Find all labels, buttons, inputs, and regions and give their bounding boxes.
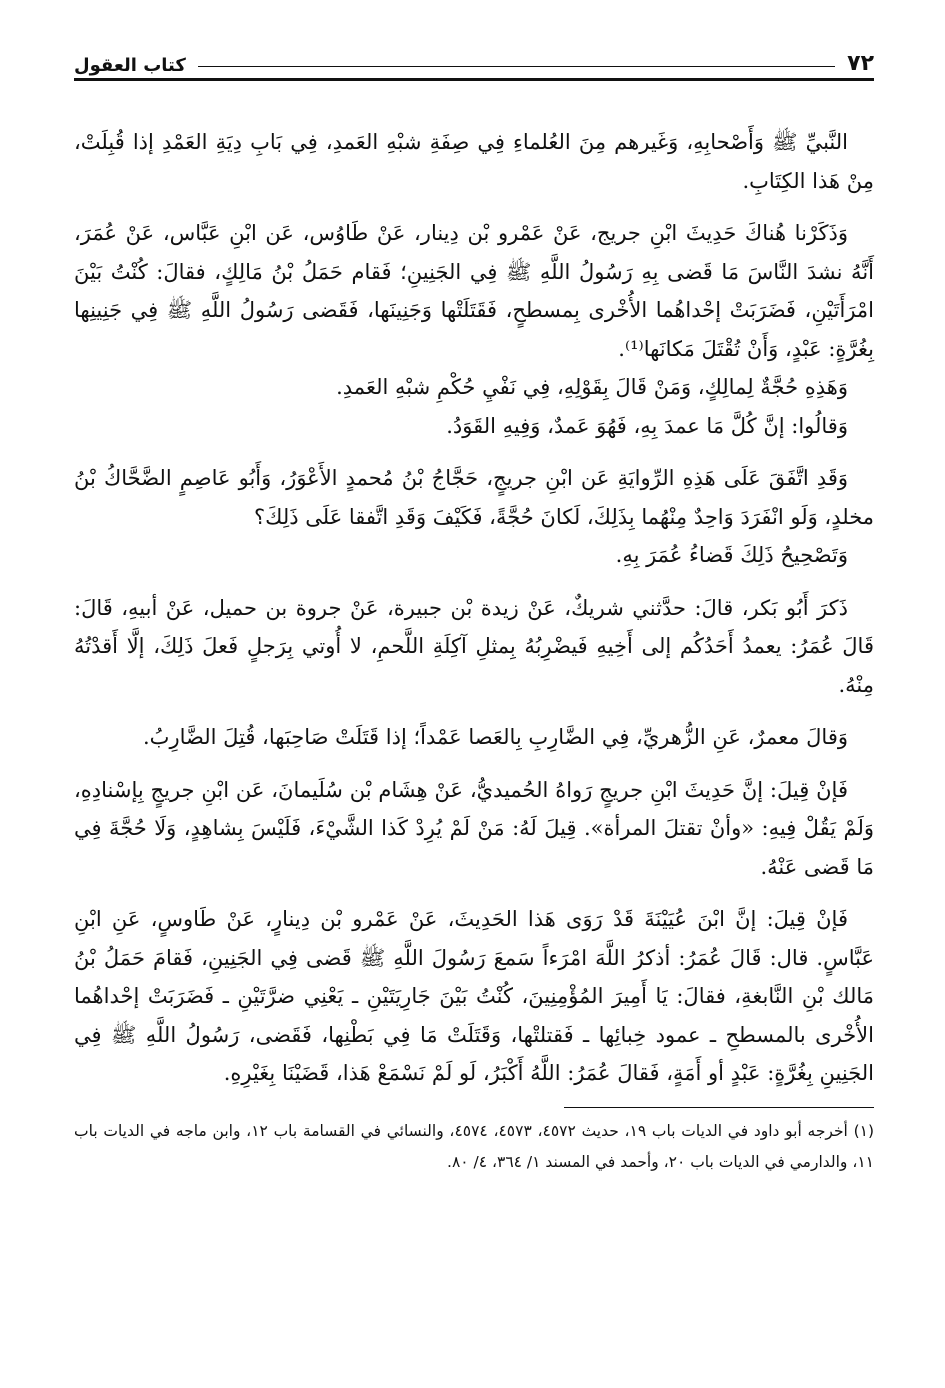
paragraph: فَإنْ قِيلَ: إنَّ ابْنَ عُيَيْنَةَ قَدْ رَوَى هَذا الحَدِيثَ، عَنْ عَمْرو بْن دِينارٍ، عَنْ طَاوسٍ، عَنِ ابْنِ عَبَّاسٍ. قال: قَالَ عُمَرُ: أذكرُ اللَّهَ امْرَءاً سَمعَ رَسُولَ اللَّهِ ﷺ قَضى فِي الجَنِينِ، فَقامَ حَمَلُ بْنُ مَالك بْنِ النَّابغةِ، فقالَ: يَا أَمِيرَ المُؤْمِنِينَ، كُنْتُ بَيْنَ جَارِيَتَيْنِ ـ يَعْنِي ضرَّتَيْنِ ـ فَضَرَبَتْ إحْداهُما الأُخْرى بالمسطحِ ـ عمود خِبائِها ـ فَقتلتْها، وَقَتَلَتْ مَا فِي بَطْنِها، فَقَضى، رَسُولُ اللَّهِ ﷺ فِي الجَنِينِ بِغُرَّةٍ: عَبْدٍ أو أَمَةٍ، فَقالَ عُمَرُ: اللَّهُ أَكْبَرُ، لَو لَمْ نَسْمَعْ هَذا، قَضَيْنَا بِغَيْرِهِ. bbox=[74, 907, 874, 1085]
paragraph: وَقالَ معمرٌ، عَنِ الزُّهريِّ، فِي الضَّارِبِ بِالعَصا عَمْداً؛ إذا قَتَلَتْ صَاحِبَها، قُتِلَ الضَّارِبُ. bbox=[143, 725, 848, 749]
paragraph: ذَكرَ أَبُو بَكر، قالَ: حدَّثني شريكٌ، عَنْ زيدة بْن جبيرة، عَنْ جروة بن حميل، عَنْ أبيهِ، قَالَ: قَالَ عُمَرُ: يعمدُ أَحَدُكُم إلى أَخِيهِ فَيضْرِبُهُ بِمثلِ آكِلَةِ اللَّحمِ، لا أُوتي بِرَجلٍ فَعلَ ذَلِكَ، إلَّا أَقدْتُهُ مِنْهُ. bbox=[74, 595, 874, 697]
footnote-separator bbox=[564, 1107, 874, 1108]
footnotes bbox=[74, 1116, 874, 1178]
paragraph: وَقالُوا: إنَّ كُلَّ مَا عمدَ بِهِ، فَهُوَ عَمدٌ، وَفِيهِ القَوَدُ. bbox=[446, 413, 848, 438]
paragraph: وَذَكَرْنا هُناكَ حَدِيثَ ابْنِ جريج، عَنْ عَمْرو بْن دِينار، عَنْ طَاوُس، عَن ابْنِ عَبَّاس، عَنْ عُمَرَ، أَنَّهُ نشدَ النَّاسَ مَا قَضى بِهِ رَسُولُ اللَّهِ ﷺ فِي الجَنِينِ؛ فَقام حَمَلُ بْنُ مَالِكٍ، فقالَ: كُنْتُ بَيْنَ امْرَأَتَيْنِ، فَضَرَبَتْ إحْداهُما الأُخْرى بِمسطحٍ، فَقَتَلَتْها وَجَنِينَها، فَقَضى رَسُولُ اللَّهِ ﷺ فِي جَنِينِها بِغُرَّةٍ: عَبْدٍ، وَأَنْ تُقْتَلَ مَكانَها⁽¹⁾. bbox=[74, 221, 874, 361]
paragraph: وَقَدِ اتَّفَقَ عَلَى هَذِهِ الرِّوايَةِ عَن ابْنِ جريجٍ، حَجَّاجُ بْنُ مُحمدٍ الأَعْوَرُ، وَأَبُو عَاصِمٍ الضَّحَّاكُ بْنُ مخلدٍ، وَلَو انْفَرَدَ وَاحِدٌ مِنْهُما بِذَلِكَ، لَكانَ حُجَّةً، فَكَيْفَ وَقَدِ اتَّفقا عَلَى ذَلِكَ؟ bbox=[74, 466, 874, 529]
main-text bbox=[74, 123, 874, 1093]
paragraph: وَهَذِهِ حُجَّةٌ لِمالِكٍ، وَمَنْ قَالَ بِقَوْلِهِ، فِي نَفْيِ حُكْمِ شبْهِ العَمدِ. bbox=[336, 375, 848, 399]
header-rule bbox=[198, 66, 835, 67]
book-page bbox=[74, 40, 874, 1178]
paragraph: النَّبيِّ ﷺ وَأَصْحابِهِ، وَغَيرهم مِنَ العُلماءِ فِي صِفَةِ شبْهِ العَمدِ، فِي بَابِ دِيَةِ العَمْدِ إذا قُبِلَتْ، مِنْ هَذا الكِتَابِ. bbox=[74, 130, 874, 193]
paragraph: فَإنْ قِيلَ: إنَّ حَدِيثَ ابْنِ جريجٍ رَواهُ الحُميديُّ، عَنْ هِشَام بْن سُلَيمانَ، عَن ابْنِ جريجٍ بِإسْنادِهِ، وَلَمْ يَقُلْ فِيهِ: «وأنْ تقتلَ المرأة». قِيلَ لَهُ: مَنْ لَمْ يُرِدْ كَذا الشَّيْءَ، فَلَيْسَ بِشاهِدٍ، وَلَا حُجَّةَ فِي مَا قَضى عَنْهُ. bbox=[74, 777, 874, 879]
page-number: ٧٢ bbox=[847, 51, 874, 76]
paragraph: وَتَصْحِيحُ ذَلِكَ قَضاءُ عُمَرَ بِهِ. bbox=[615, 543, 848, 567]
footnote: (١) أخرجه أبو داود في الديات باب ١٩، حديث ٤٥٧٢، ٤٥٧٣، ٤٥٧٤، والنسائي في القسامة باب ١٢، وابن ماجه في الديات باب ١١، والدارمي في الديات باب ٢٠، وأحمد في المسند ١/ ٣٦٤، ٤/ ٨٠. bbox=[74, 1121, 875, 1171]
book-title: كتاب العقول bbox=[74, 55, 186, 76]
running-header bbox=[74, 40, 874, 81]
